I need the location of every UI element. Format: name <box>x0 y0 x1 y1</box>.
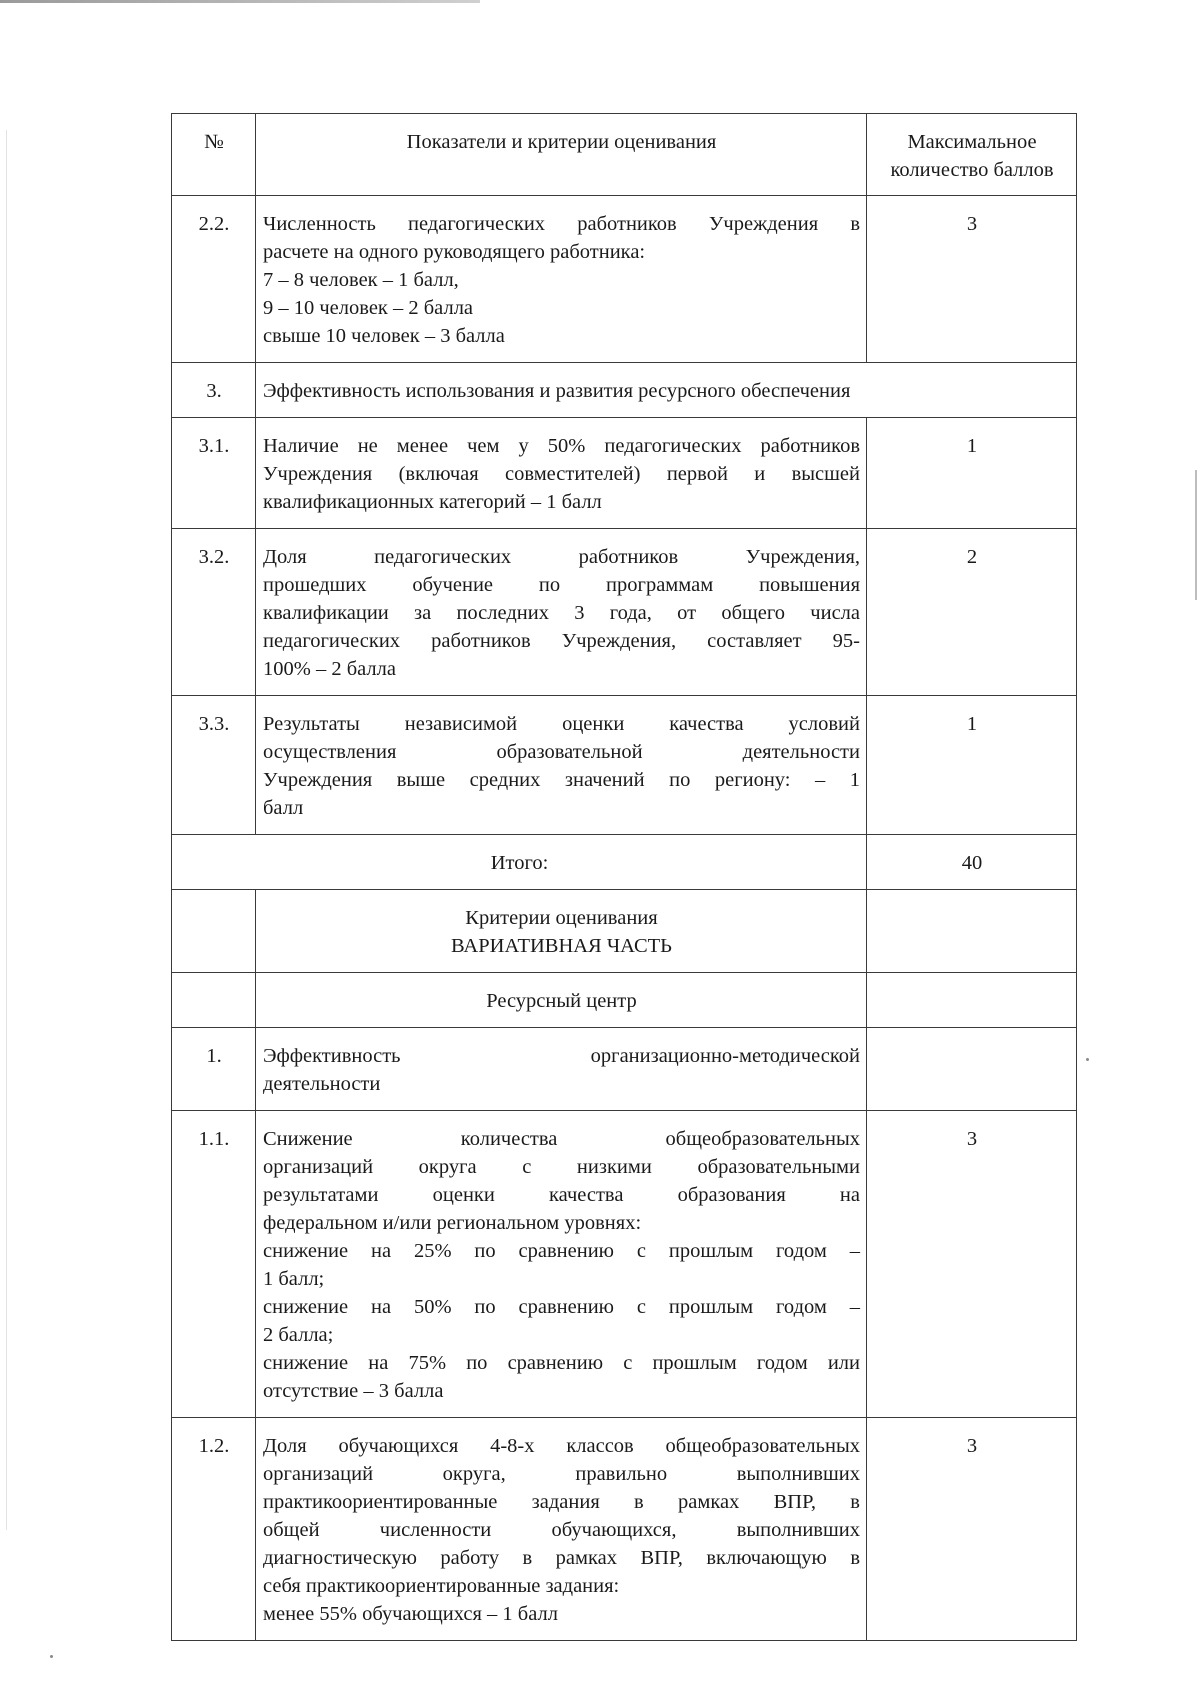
table-row-total <box>172 835 1077 890</box>
text-line: общей численности обучающихся, выполнивших <box>263 1519 860 1541</box>
row-number: 2.2. <box>172 196 256 363</box>
empty-cell <box>867 973 1077 1028</box>
text-line: квалификационных категорий – 1 балл <box>263 491 602 513</box>
header-number: № <box>172 114 256 196</box>
text-line: Доля обучающихся 4-8-х классов общеобразовательных <box>263 1435 860 1457</box>
header-max-line: Максимальное <box>907 131 1037 153</box>
text-line: деятельности <box>263 1073 381 1095</box>
row-criteria-text <box>256 1418 867 1641</box>
table-row <box>172 418 1077 529</box>
scan-speck <box>1086 1058 1089 1061</box>
text-line: Снижение количества общеобразовательных <box>263 1128 860 1150</box>
text-line: Учреждения (включая совместителей) первой и высшей <box>263 463 860 485</box>
text-line: организаций округа, правильно выполнивших <box>263 1463 860 1485</box>
table-header-row <box>172 114 1077 196</box>
table-row <box>172 1111 1077 1418</box>
row-number: 3.2. <box>172 529 256 696</box>
text-line: балл <box>263 797 304 819</box>
table-row-section <box>172 973 1077 1028</box>
text-line: снижение на 25% по сравнению с прошлым годом – <box>263 1240 860 1262</box>
row-max-points: 2 <box>867 529 1077 696</box>
total-label: Итого: <box>172 835 867 890</box>
header-max-line: количество баллов <box>890 159 1054 181</box>
text-line: 9 – 10 человек – 2 балла <box>263 297 474 319</box>
text-line: отсутствие – 3 балла <box>263 1380 444 1402</box>
row-criteria-text <box>256 196 867 363</box>
text-line: Доля педагогических работников Учреждения, <box>263 546 860 568</box>
text-line: осуществления образовательной деятельности <box>263 741 860 763</box>
empty-cell <box>867 1028 1077 1111</box>
text-line: снижение на 50% по сравнению с прошлым годом – <box>263 1296 860 1318</box>
table-row <box>172 196 1077 363</box>
row-max-points: 1 <box>867 696 1077 835</box>
empty-cell <box>867 890 1077 973</box>
text-line: себя практикоориентированные задания: <box>263 1575 620 1597</box>
scan-edge-left <box>6 130 7 1530</box>
text-line: расчете на одного руководящего работника: <box>263 241 646 263</box>
header-criteria: Показатели и критерии оценивания <box>256 114 867 196</box>
row-criteria-text <box>256 418 867 529</box>
row-number: 3.3. <box>172 696 256 835</box>
scan-edge-right <box>1195 470 1197 600</box>
row-number: 1.1. <box>172 1111 256 1418</box>
section-title-line: ВАРИАТИВНАЯ ЧАСТЬ <box>451 935 672 957</box>
text-line: Результаты независимой оценки качества условий <box>263 713 860 735</box>
table-row <box>172 696 1077 835</box>
text-line: свыше 10 человек – 3 балла <box>263 325 505 347</box>
text-line: прошедших обучение по программам повышения <box>263 574 860 596</box>
text-line: 7 – 8 человек – 1 балл, <box>263 269 459 291</box>
row-number: 1. <box>172 1028 256 1111</box>
section-subtitle: Ресурсный центр <box>256 973 867 1028</box>
scan-speck <box>50 1655 53 1658</box>
empty-cell <box>172 890 256 973</box>
table-row <box>172 1028 1077 1111</box>
text-line: Наличие не менее чем у 50% педагогических работников <box>263 435 860 457</box>
text-line: 1 балл; <box>263 1268 325 1290</box>
row-criteria-text <box>256 1111 867 1418</box>
row-number: 1.2. <box>172 1418 256 1641</box>
table-row <box>172 529 1077 696</box>
text-line: Учреждения выше средних значений по региону: – 1 <box>263 769 860 791</box>
row-max-points: 3 <box>867 1418 1077 1641</box>
row-criteria-text <box>256 529 867 696</box>
header-max-points <box>867 114 1077 196</box>
text-line: 100% – 2 балла <box>263 658 396 680</box>
total-max-points: 40 <box>867 835 1077 890</box>
empty-cell <box>172 973 256 1028</box>
table-row-section <box>172 890 1077 973</box>
row-criteria-text <box>256 696 867 835</box>
row-number: 3. <box>172 363 256 418</box>
row-max-points: 3 <box>867 1111 1077 1418</box>
text-line: Эффективность организационно-методической <box>263 1045 860 1067</box>
row-section-title: Эффективность использования и развития ресурсного обеспечения <box>256 363 1077 418</box>
table-row <box>172 363 1077 418</box>
text-line: организаций округа с низкими образовательными <box>263 1156 860 1178</box>
table-row <box>172 1418 1077 1641</box>
text-line: Численность педагогических работников Учреждения в <box>263 213 860 235</box>
text-line: снижение на 75% по сравнению с прошлым годом или <box>263 1352 860 1374</box>
text-line: результатами оценки качества образования на <box>263 1184 860 1206</box>
row-max-points: 1 <box>867 418 1077 529</box>
row-number: 3.1. <box>172 418 256 529</box>
text-line: диагностическую работу в рамках ВПР, включающую в <box>263 1547 860 1569</box>
criteria-table <box>171 113 1077 1641</box>
text-line: педагогических работников Учреждения, составляет 95- <box>263 630 860 652</box>
text-line: менее 55% обучающихся – 1 балл <box>263 1603 558 1625</box>
text-line: практикоориентированные задания в рамках ВПР, в <box>263 1491 860 1513</box>
scan-edge-top <box>0 0 480 3</box>
text-line: квалификации за последних 3 года, от общего числа <box>263 602 860 624</box>
text-line: 2 балла; <box>263 1324 334 1346</box>
row-max-points: 3 <box>867 196 1077 363</box>
text-line: федеральном и/или региональном уровнях: <box>263 1212 642 1234</box>
section-title-line: Критерии оценивания <box>465 907 658 929</box>
row-criteria-text <box>256 1028 867 1111</box>
section-title <box>256 890 867 973</box>
